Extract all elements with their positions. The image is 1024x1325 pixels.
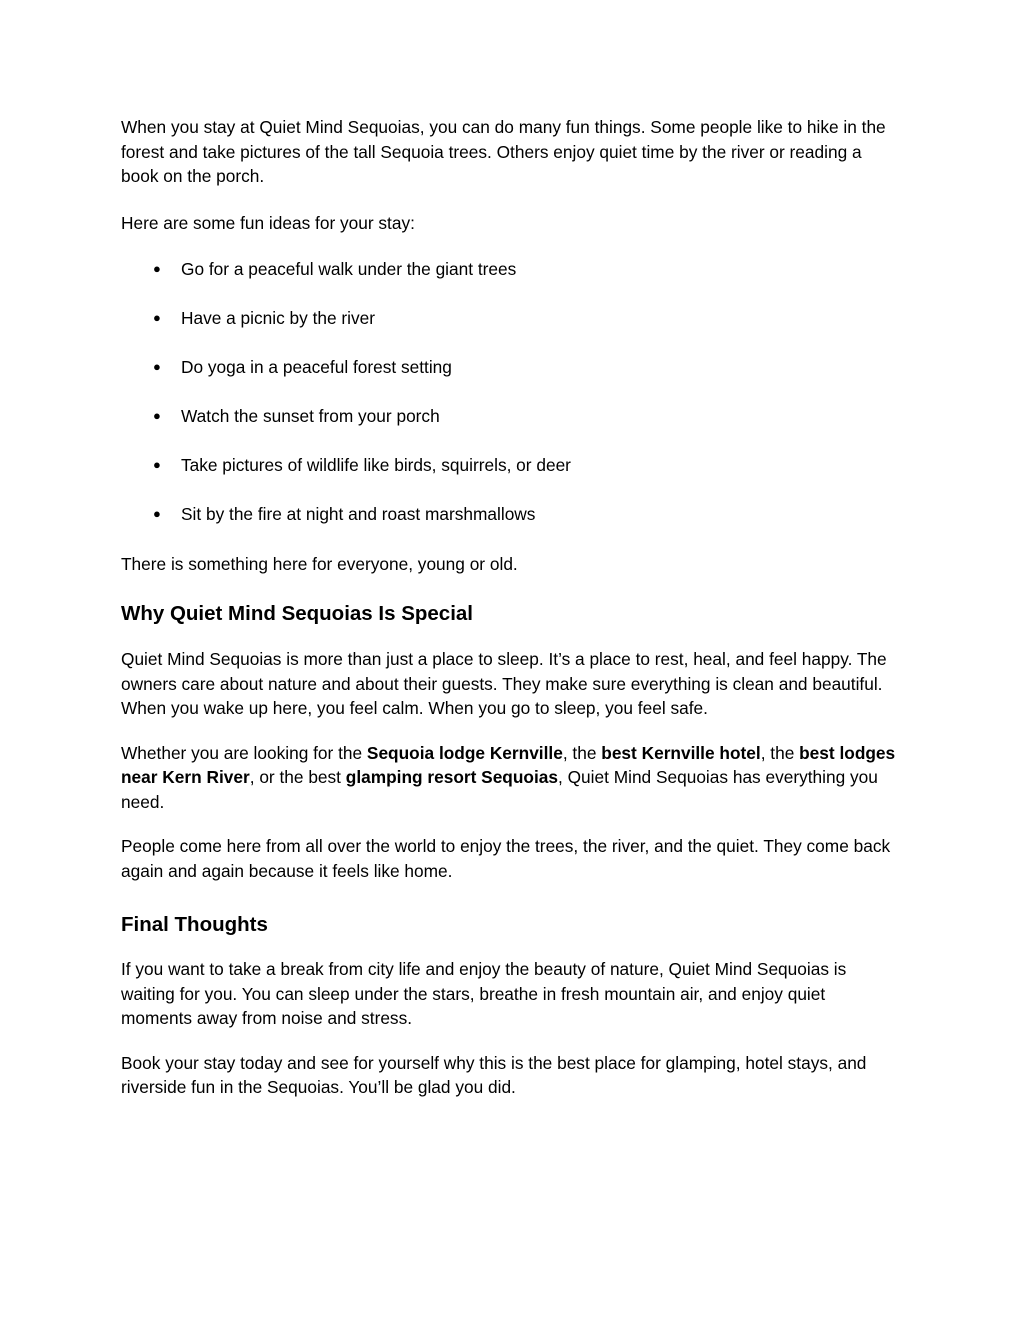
text-run: , the	[760, 742, 800, 763]
list-item	[121, 502, 901, 527]
ideas-list	[121, 257, 901, 527]
special-paragraph-3: People come here from all over the world to enjoy the trees, the river, and the quiet. They come back again and again because it feels like home.	[121, 836, 891, 881]
document-page	[121, 115, 901, 1100]
special-heading: Why Quiet Mind Sequoias Is Special	[121, 602, 473, 626]
list-item	[121, 355, 901, 380]
keyword-glamping-resort-sequoias: glamping resort Sequoias	[345, 767, 558, 788]
bullet-icon: ●	[153, 310, 161, 326]
ideas-intro: Here are some fun ideas for your stay:	[121, 212, 415, 233]
keyword-best-kernville-hotel: best Kernville hotel	[601, 742, 761, 763]
list-item-text: Sit by the fire at night and roast marshmallows	[181, 504, 536, 525]
bullet-icon: ●	[153, 506, 161, 522]
text-run: , or the best	[249, 767, 346, 788]
list-item	[121, 306, 901, 331]
intro-paragraph: When you stay at Quiet Mind Sequoias, you can do many fun things. Some people like to hike in the forest and take pictures of the tall Sequoia trees. Others enjoy quiet time by the river or reading a book on the porch.	[121, 117, 886, 186]
list-item-text: Do yoga in a peaceful forest setting	[181, 357, 452, 378]
list-item-text: Take pictures of wildlife like birds, squirrels, or deer	[181, 455, 571, 476]
final-paragraph-2: Book your stay today and see for yourself why this is the best place for glamping, hotel stays, and riverside fun in the Sequoias. You’ll be glad you did.	[121, 1052, 867, 1098]
special-paragraph-1: Quiet Mind Sequoias is more than just a place to sleep. It’s a place to rest, heal, and feel happy. The owners care about nature and about their guests. They make sure everything is clean and beautiful. When you wake up here, you feel calm. When you go to sleep, you feel safe.	[121, 649, 887, 719]
everyone-paragraph: There is something here for everyone, young or old.	[121, 553, 518, 574]
text-run: , Quiet Mind Sequoias has everything you need.	[121, 767, 878, 812]
list-item	[121, 453, 901, 478]
special-paragraph-2	[121, 741, 901, 815]
list-item-text: Go for a peaceful walk under the giant trees	[181, 259, 517, 279]
list-item	[121, 404, 901, 429]
final-paragraph-1: If you want to take a break from city life and enjoy the beauty of nature, Quiet Mind Sequoias is waiting for you. You can sleep under the stars, breathe in fresh mountain air, and enjoy quiet moments away from noise and stress.	[121, 959, 847, 1029]
bullet-icon: ●	[153, 261, 161, 276]
keyword-sequoia-lodge-kernville: Sequoia lodge Kernville	[366, 742, 563, 763]
text-run: , the	[562, 742, 602, 763]
list-item	[121, 257, 901, 282]
final-heading: Final Thoughts	[121, 913, 268, 937]
list-item-text: Watch the sunset from your porch	[181, 406, 440, 427]
bullet-icon: ●	[153, 408, 161, 424]
list-item-text: Have a picnic by the river	[181, 308, 376, 329]
bullet-icon: ●	[153, 457, 161, 473]
keyword-best-lodges-kern-river: best lodges near Kern River	[121, 742, 896, 788]
bullet-icon: ●	[153, 359, 161, 375]
text-run: Whether you are looking for the	[121, 742, 367, 763]
